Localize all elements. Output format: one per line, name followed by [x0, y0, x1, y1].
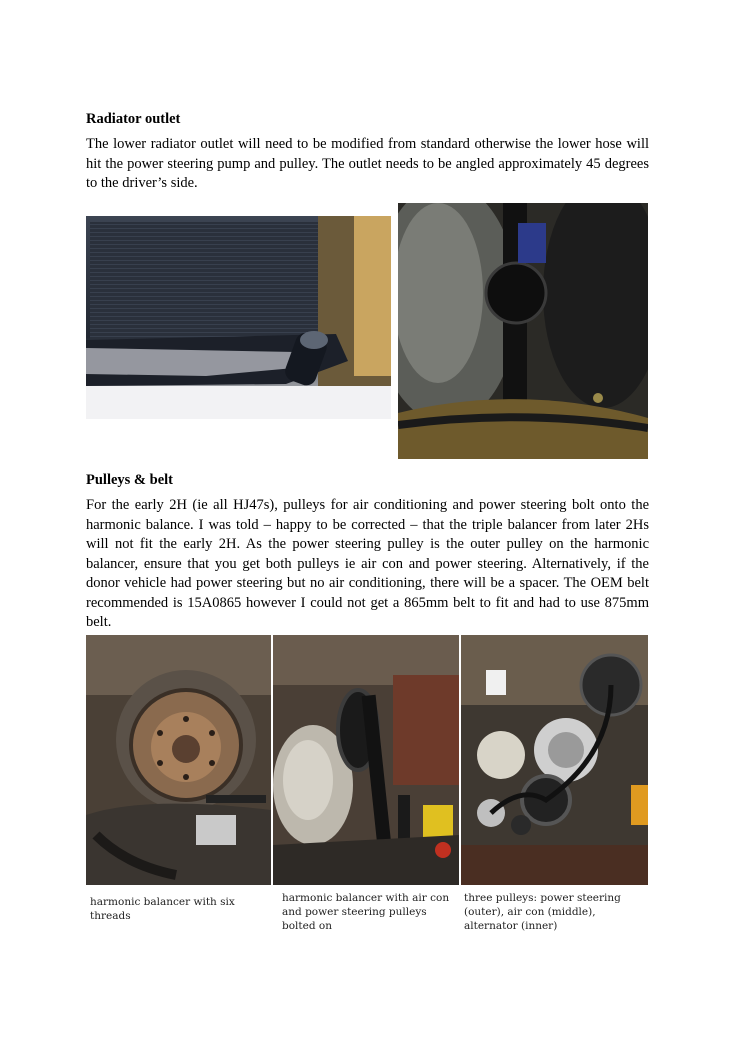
harmonic-balancer-photo [86, 635, 271, 885]
lower-hose-photo [398, 203, 648, 459]
balancer-pulleys-bolted-photo [273, 635, 459, 885]
heading-radiator-outlet: Radiator outlet [86, 111, 181, 127]
caption-pulleys-bolted: harmonic balancer with air con and power steering pulleys bolted on [282, 892, 450, 932]
three-pulleys-photo [461, 635, 648, 885]
paragraph-radiator-outlet: The lower radiator outlet will need to be modified from standard otherwise the lower hose will hit the power steering pump and pulley. The outlet needs to be angled approximately 45 degrees to the driver’s side. [86, 136, 649, 191]
radiator-outlet-photo [86, 216, 391, 419]
caption-harmonic-balancer: harmonic balancer with six threads [90, 896, 235, 922]
paragraph-pulleys-belt: For the early 2H (ie all HJ47s), pulleys for air conditioning and power steering bolt onto the harmonic balance. I was told – happy to be corrected – that the triple balancer from later 2Hs will not fit the early 2H. As the power steering pulley is the outer pulley on the harmonic balancer, ensure that you get both pulleys ie air con and power steering. Alternatively, if the donor vehicle had power steering but no air conditioning, there will be a spacer. The OEM belt recommended is 15A0865 however I could not get a 865mm belt to fit and had to use 875mm belt. [86, 497, 649, 630]
caption-three-pulleys: three pulleys: power steering (outer), air con (middle), alternator (inner) [464, 892, 621, 932]
heading-pulleys-belt: Pulleys & belt [86, 472, 173, 488]
